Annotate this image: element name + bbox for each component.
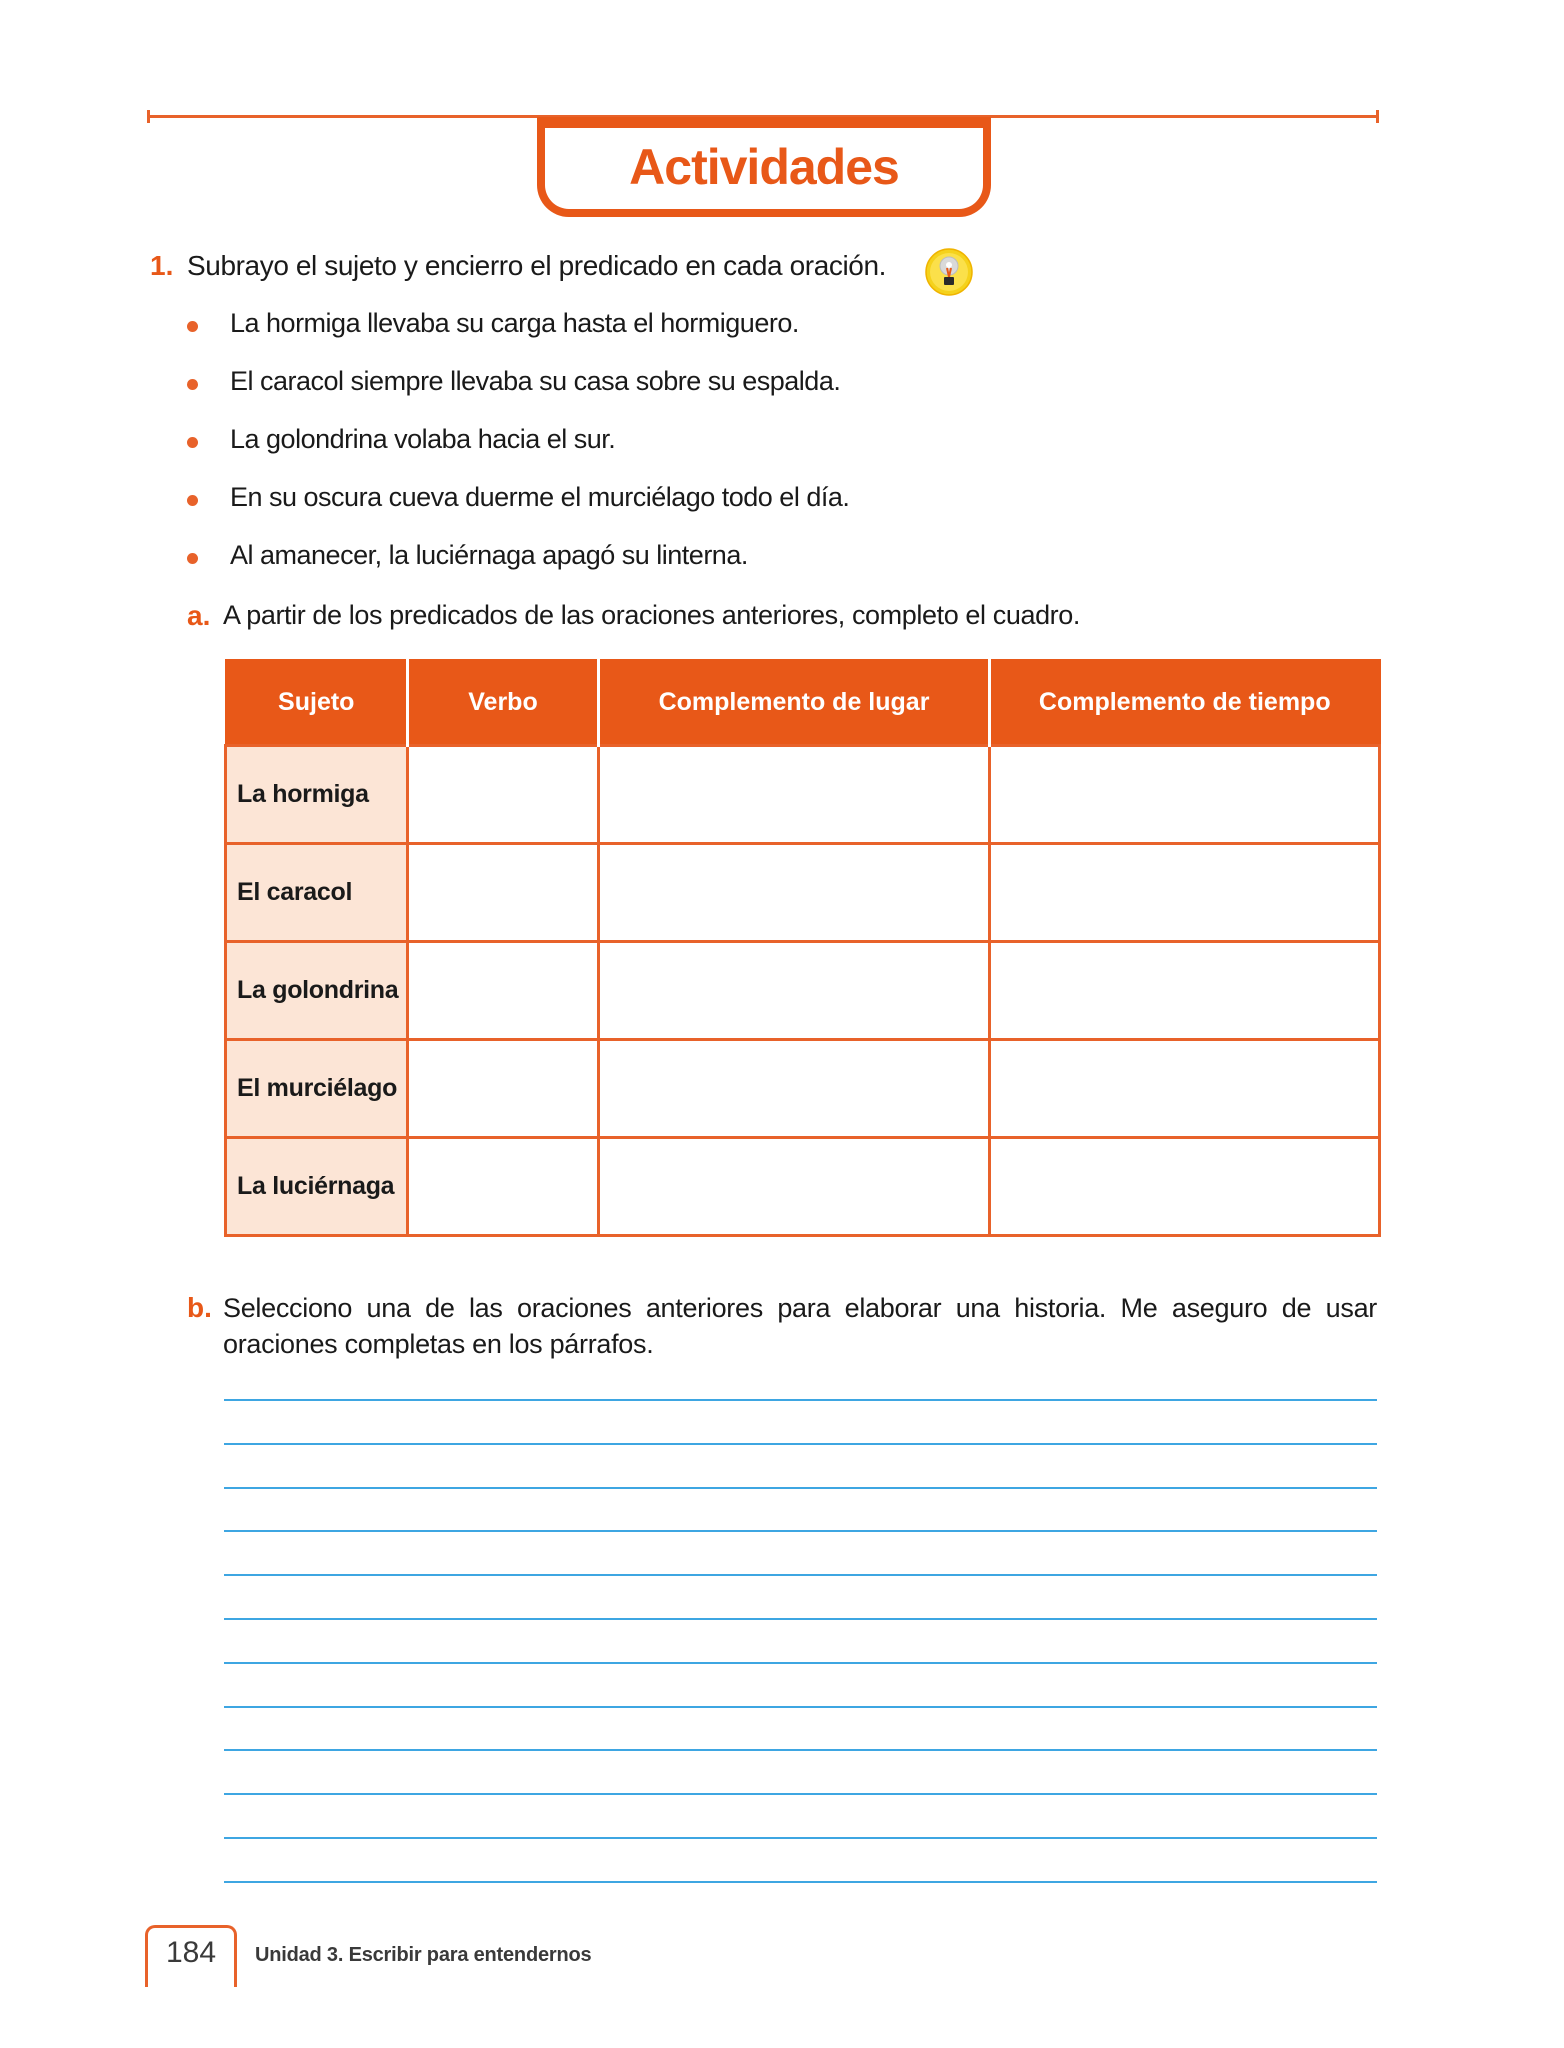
writing-line[interactable] (224, 1574, 1377, 1576)
sentence-item: El caracol siempre llevaba su casa sobre su espalda. (230, 366, 841, 396)
writing-line[interactable] (224, 1837, 1377, 1839)
place-cell[interactable] (599, 844, 990, 942)
part-b-label: b. (187, 1292, 212, 1323)
header-time-complement: Complemento de tiempo (990, 660, 1380, 746)
time-cell[interactable] (990, 1138, 1380, 1236)
verb-cell[interactable] (408, 1138, 599, 1236)
time-cell[interactable] (990, 844, 1380, 942)
table-row (226, 746, 1380, 844)
sentence-item: En su oscura cueva duerme el murciélago todo el día. (230, 482, 850, 512)
time-cell[interactable] (990, 942, 1380, 1040)
writing-line[interactable] (224, 1618, 1377, 1620)
verb-cell[interactable] (408, 1040, 599, 1138)
table-row (226, 1138, 1380, 1236)
writing-line[interactable] (224, 1487, 1377, 1489)
part-b-instruction: Selecciono una de las oraciones anteriores para elaborar una historia. Me aseguro de usar oraciones completas en los párrafos. (223, 1293, 1377, 1359)
place-cell[interactable] (599, 1040, 990, 1138)
time-cell[interactable] (990, 1040, 1380, 1138)
table-header-row (226, 660, 1380, 746)
bullet-icon (187, 437, 198, 448)
top-rule-cap-left (147, 110, 150, 123)
writing-line[interactable] (224, 1881, 1377, 1883)
bullet-icon (187, 379, 198, 390)
sentence-item: La hormiga llevaba su carga hasta el hormiguero. (230, 308, 799, 338)
bullet-icon (187, 495, 198, 506)
sentence-item: La golondrina volaba hacia el sur. (230, 424, 616, 454)
writing-line[interactable] (224, 1662, 1377, 1664)
subject-cell: El caracol (226, 844, 408, 942)
part-a-label: a. (187, 600, 211, 631)
place-cell[interactable] (599, 942, 990, 1040)
writing-line[interactable] (224, 1793, 1377, 1795)
header-place-complement: Complemento de lugar (599, 660, 990, 746)
lightbulb-icon[interactable] (925, 248, 973, 296)
verb-cell[interactable] (408, 942, 599, 1040)
bullet-icon (187, 321, 198, 332)
bullet-icon (187, 553, 198, 564)
sentence-item: Al amanecer, la luciérnaga apagó su linterna. (230, 540, 748, 570)
activity-instruction: Subrayo el sujeto y encierro el predicado en cada oración. (187, 250, 887, 281)
subject-cell: El murciélago (226, 1040, 408, 1138)
header-verb: Verbo (408, 660, 599, 746)
table-row (226, 942, 1380, 1040)
section-title: Actividades (629, 138, 899, 195)
activity-number: 1. (150, 250, 174, 281)
page-number: 184 (165, 1936, 217, 1969)
subject-cell: La hormiga (226, 746, 408, 844)
predicate-table (224, 659, 1381, 1237)
section-title-tab (537, 117, 991, 217)
writing-line[interactable] (224, 1530, 1377, 1532)
place-cell[interactable] (599, 746, 990, 844)
top-rule-cap-right (1376, 110, 1379, 123)
header-subject: Sujeto (226, 660, 408, 746)
place-cell[interactable] (599, 1138, 990, 1236)
writing-line[interactable] (224, 1399, 1377, 1401)
writing-line[interactable] (224, 1443, 1377, 1445)
page-number-tab (145, 1925, 237, 1987)
table-row (226, 844, 1380, 942)
verb-cell[interactable] (408, 746, 599, 844)
verb-cell[interactable] (408, 844, 599, 942)
writing-line[interactable] (224, 1749, 1377, 1751)
part-a-instruction: A partir de los predicados de las oraciones anteriores, completo el cuadro. (223, 600, 1080, 630)
writing-line[interactable] (224, 1706, 1377, 1708)
time-cell[interactable] (990, 746, 1380, 844)
table-row (226, 1040, 1380, 1138)
unit-title: Unidad 3. Escribir para entendernos (255, 1944, 592, 1966)
subject-cell: La luciérnaga (226, 1138, 408, 1236)
subject-cell: La golondrina (226, 942, 408, 1040)
